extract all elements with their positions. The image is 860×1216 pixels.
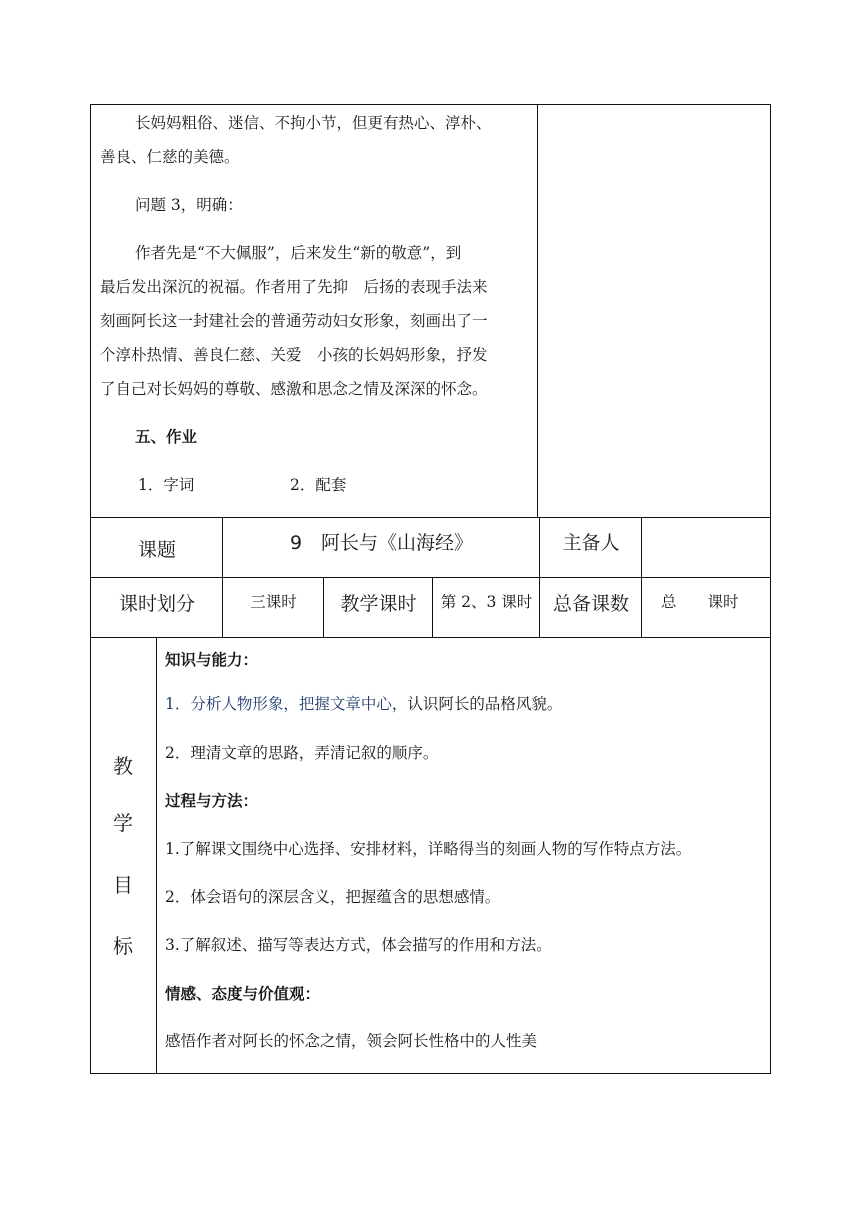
paragraph-line: 长妈妈粗俗、迷信、不拘小节，但更有热心、淳朴、 (135, 114, 492, 132)
side-label-char: 目 (113, 873, 133, 897)
total-label: 总备课数 (552, 592, 629, 615)
side-label-char: 学 (113, 811, 133, 835)
side-label-char: 教 (113, 754, 133, 778)
process-item-1: 1.了解课文围绕中心选择、安排材料，详略得当的刻画人物的写作特点方法。 (165, 840, 692, 858)
paragraph-line: 善良、仁慈的美德。 (100, 148, 240, 166)
knowledge-heading: 知识与能力： (165, 651, 259, 669)
homework-item: 2．配套 (290, 476, 347, 494)
process-item-3: 3.了解叙述、描写等表达方式，体会描写的作用和方法。 (165, 936, 552, 954)
side-label-char: 标 (113, 934, 133, 958)
knowledge-item-1-suffix: ，认识阿长的品格风貌。 (391, 695, 563, 713)
process-heading: 过程与方法： (165, 792, 259, 810)
paragraph-line: 问题 3，明确： (135, 196, 243, 214)
title-label: 课题 (137, 538, 176, 561)
knowledge-item-1-prefix: 1． (165, 695, 191, 713)
paragraph-line: 了自己对长妈妈的尊敬、感激和思念之情及深深的怀念。 (100, 380, 488, 398)
paragraph-line: 最后发出深沉的祝福。作者用了先抑 后扬的表现手法来 (100, 278, 488, 296)
lesson-title: 9 阿长与《山海经》 (289, 531, 474, 554)
knowledge-item-2: 2．理清文章的思路，弄清记叙的顺序。 (165, 744, 439, 762)
teaching-value: 第 2、3 课时 (440, 593, 533, 611)
emotion-heading: 情感、态度与价值观： (165, 985, 321, 1003)
teaching-label: 教学课时 (340, 592, 417, 615)
emotion-item-1: 感悟作者对阿长的怀念之情，领会阿长性格中的人性美 (165, 1032, 538, 1050)
homework-heading: 五、作业 (135, 428, 198, 446)
knowledge-item-1-highlight: 分析人物形象，把握文章中心 (190, 695, 392, 713)
paragraph-line: 作者先是“不大佩服”，后来发生“新的敬意”，到 (135, 244, 462, 262)
paragraph-line: 个淳朴热情、善良仁慈、关爱 小孩的长妈妈形象，抒发 (100, 346, 488, 364)
preparer-value (643, 519, 770, 577)
process-item-2: 2．体会语句的深层含义，把握蕴含的思想感情。 (165, 888, 501, 906)
homework-item: 1．字词 (138, 476, 195, 494)
total-value: 总 课时 (661, 593, 739, 611)
division-label: 课时划分 (118, 592, 195, 615)
preparer-label: 主备人 (562, 531, 620, 554)
division-value: 三课时 (250, 593, 297, 611)
knowledge-item-1 (165, 695, 562, 713)
paragraph-line: 刻画阿长这一封建社会的普通劳动妇女形象，刻画出了一 (100, 312, 488, 330)
